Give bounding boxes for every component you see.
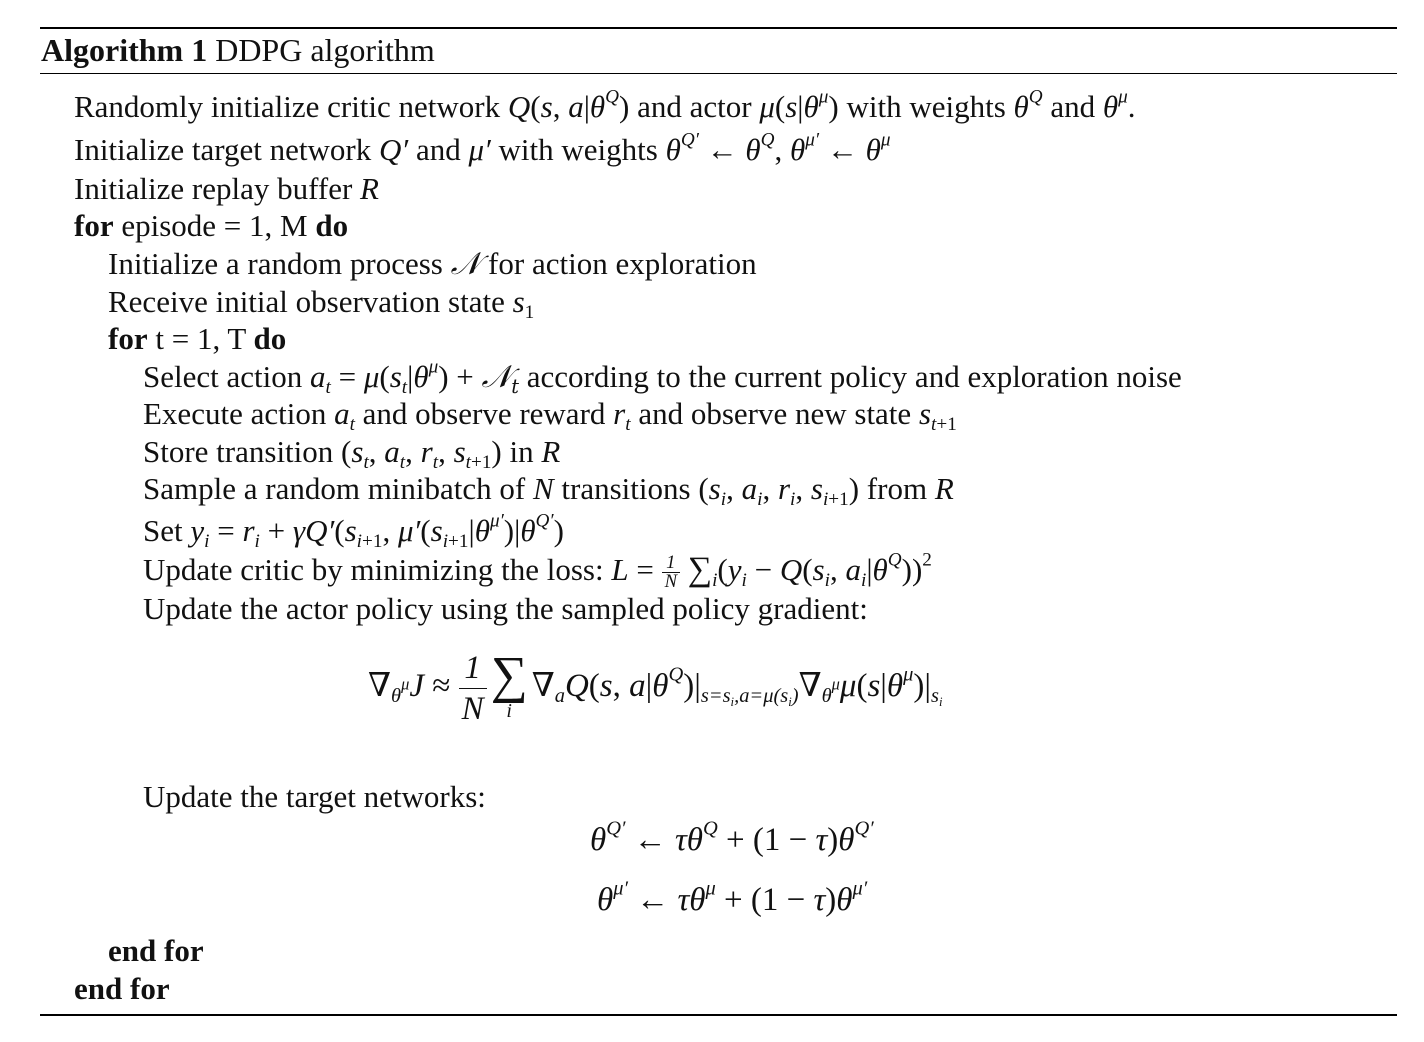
text-segment: and	[1042, 89, 1103, 124]
line-update-actor	[143, 590, 868, 628]
target-update-actor-equation: $\theta^{\mu'}$ ← $\tau\theta^\mu + (1 - \tau)\theta^{\mu'}$	[597, 877, 868, 918]
for-keyword: for	[74, 208, 114, 243]
math-actor: μ	[759, 89, 775, 124]
policy-gradient-equation: $\nabla_{\theta^\mu}J$ ≈ $\frac{1}{N}$ ∑ i $\nabla_aQ(s$, $a|\theta^Q)|_{s=s_i,a=\mu(s_i)}\nabla_{\theta^\mu}\mu(s|\theta^\mu)|_{s_i}$	[368, 646, 943, 727]
line-update-target	[143, 778, 486, 816]
text-segment: Sample a random minibatch of	[143, 471, 533, 506]
line-init-process: Initialize a random process 𝒩 for action exploration	[108, 246, 757, 282]
line-end-for-outer: end for	[74, 971, 170, 1006]
text-segment: Receive initial observation state	[108, 284, 513, 319]
text-segment: Initialize target network	[74, 132, 380, 167]
summation: ∑ i	[490, 646, 528, 722]
do-keyword: do	[315, 208, 349, 243]
text-segment: for action exploration	[480, 246, 757, 281]
text-segment: episode = 1, M	[113, 208, 316, 243]
text-segment: Set	[143, 513, 191, 548]
text-segment: transitions	[553, 471, 699, 506]
fraction-one-over-n: $\frac{1}{N}$	[459, 648, 487, 729]
text-segment: with weights	[838, 89, 1014, 124]
line-init-target: Initialize target network Q′ and μ′ with weights $\theta^{Q'}$ ← $\theta^Q$, $\theta^{\mu'}$ ← $\theta^\mu$	[74, 129, 891, 167]
text-segment: Update critic by minimizing the loss:	[143, 552, 612, 587]
line-set-target: Set $y_i = r_i + \gamma Q'(s_{i+1}$, $\mu'(s_{i+1}|\theta^{\mu'})|\theta^{Q'}$)	[143, 510, 564, 552]
algorithm-name: DDPG algorithm	[215, 32, 435, 68]
text-segment: and actor	[629, 89, 760, 124]
text-segment: according to the current policy and exploration noise	[518, 359, 1182, 394]
line-sample-minibatch: Sample a random minibatch of N transitions ($s_i$, $a_i$, $r_i$, $s_{i+1}$) from R	[143, 471, 954, 510]
line-execute-action: Execute action $a_t$ and observe reward $r_t$ and observe new state $s_{t+1}$	[143, 396, 957, 435]
line-update-critic: Update critic by minimizing the loss: L = $\frac{1}{N}$ $\sum_i(y_i - Q(s_i$, $a_i|\theta^Q))^2$	[143, 549, 932, 593]
text-segment: in	[501, 434, 542, 469]
text-segment: with weights	[490, 132, 666, 167]
text-segment: Initialize a random process	[108, 246, 451, 281]
text-segment: from	[859, 471, 935, 506]
top-rule	[40, 27, 1397, 29]
text-segment: and observe reward	[354, 396, 614, 431]
text-segment: Update the actor policy using the sampled policy gradient:	[143, 591, 868, 626]
algorithm-label: Algorithm 1	[41, 32, 208, 68]
line-select-action: Select action $a_t = \mu(s_t|\theta^\mu)$ + 𝒩$_t$ according to the current policy and exploration noise	[143, 356, 1182, 398]
line-end-for-inner: end for	[108, 933, 204, 968]
line-receive-obs: Receive initial observation state $s_1$	[108, 284, 535, 323]
text-segment: and observe new state	[630, 396, 919, 431]
algorithm-title	[41, 30, 435, 70]
fraction-one-over-n: $\frac{1}{N}$	[662, 554, 680, 592]
line-time-loop	[108, 320, 286, 358]
text-segment: Randomly initialize critic network	[74, 89, 508, 124]
math-critic: Q	[507, 89, 531, 124]
text-segment: Update the target networks:	[143, 779, 486, 814]
bottom-rule	[40, 1014, 1397, 1016]
line-episode-loop	[74, 207, 348, 245]
target-update-critic-equation: $\theta^{Q'}$ ← $\tau\theta^Q + (1 - \tau)\theta^{Q'}$	[590, 817, 874, 858]
text-segment: Execute action	[143, 396, 335, 431]
for-keyword: for	[108, 321, 148, 356]
text-segment: and	[408, 132, 469, 167]
line-init-critic: Randomly initialize critic network Q(s, $a|\theta^Q$) and actor $\mu(s|\theta^\mu)$ with weights $\theta^Q$ and $\theta^\mu$.	[74, 86, 1136, 124]
text-segment: Select action	[143, 359, 310, 394]
do-keyword: do	[253, 321, 287, 356]
text-segment: Initialize replay buffer	[74, 171, 361, 206]
header-rule	[40, 73, 1397, 74]
line-store-transition: Store transition ($s_t$, $a_t$, $r_t$, $s_{t+1}$) in R	[143, 434, 561, 473]
text-segment: t = 1, T	[147, 321, 254, 356]
line-init-buffer: Initialize replay buffer R	[74, 171, 379, 206]
text-segment: Store transition	[143, 434, 342, 469]
